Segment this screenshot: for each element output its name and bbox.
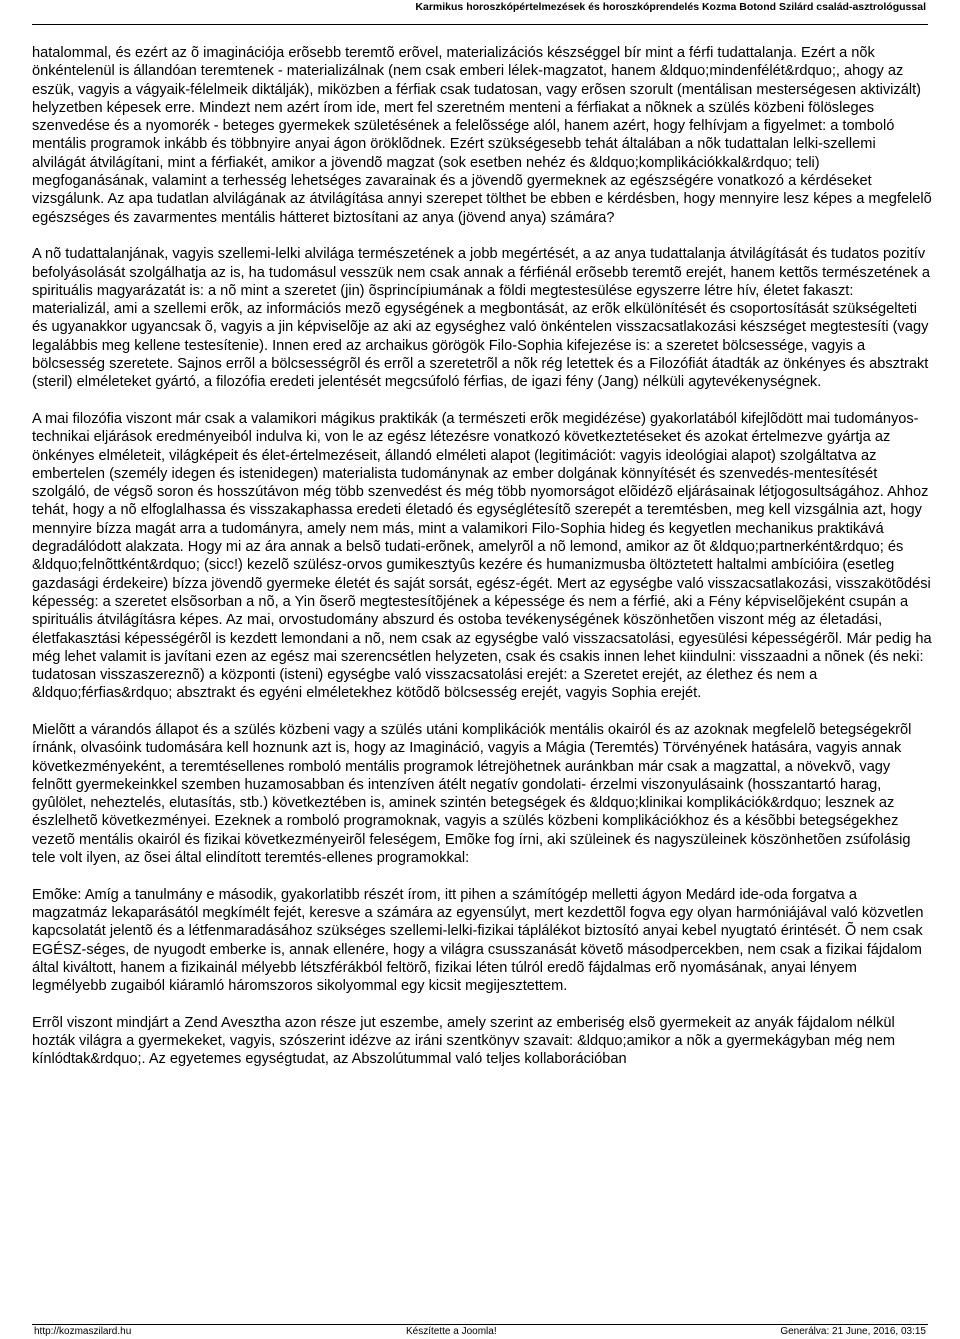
page-footer: [32, 1324, 928, 1339]
footer-generated-date: Generálva: 21 June, 2016, 03:15: [780, 1326, 926, 1337]
article-paragraph: A nõ tudattalanjának, vagyis szellemi-lelki alvilága természetének a jobb megértését, a az anya tudattalanja átvilágítását és tudatos pozitív befolyásolását szolgálhatja az is, ha tudomásul vesszük nem csak annak a férfiénál erõsebb teremtõ erejét, hanem kettõs természetének a spirituális magyarázatát is: a nõ mint a szeretet (jin) õsprincípiumának a földi megtestesülése egyszerre létre hív, életet fakaszt: materializál, ami a szellemi erõk, az információs mezõ egységének a megbontását, az erõk elkülönítését és csoportosítását szükségelteti és ugyanakkor ugyancsak õ, vagyis a jin képviselõje az aki az egységhez való önkéntelen visszacsatlakozási készséget megtestesíti (vagy legalábbis meg kellene testesítenie). Innen ered az archaikus görögök Filo-Sophia kifejezése is: a szeretet bölcsessége, vagyis a bölcsesség szeretete. Sajnos errõl a bölcsességrõl és errõl a szeretetrõl a nõk rég letettek és a Filozófiát átadták az önkényes és absztrakt (steril) elméleteket gyártó, a filozófia eredeti jelentését megcsúfoló férfias, de igazi fény (Jang) nélküli agytevékenységnek.: [32, 246, 931, 391]
site-title: Karmikus horoszkópértelmezések és horoszkóprendelés Kozma Botond Szilárd család-asztrológussal: [415, 1, 926, 13]
article-body: [32, 44, 932, 1087]
article-paragraph: Errõl viszont mindjárt a Zend Avesztha azon része jut eszembe, amely szerint az emberiség elsõ gyermekeit az anyák fájdalom nélkül hozták világra a gyermekeket, vagyis, szószerint idézve az iráni szentkönyv szavait: &ldquo;amikor a nõk a gyermekágyban még nem kínlódtak&rdquo;. Az egyetemes egységtudat, az Abszolútummal való teljes kollaborációban: [32, 1014, 896, 1068]
article-paragraph: hatalommal, és ezért az õ imaginációja erõsebb teremtõ erõvel, materializációs készséggel bír mint a férfi tudattalanja. Ezért a nõk önkéntelenül is állandóan teremtenek - materializálnak (nem csak emberi lélek-magzatot, hanem &ldquo;mindenfélét&rdquo;, ahogy az eszük, vagyis a vágyaik-félelmeik diktálják), miközben a férfiak csak tudatosan, vagy erõsen szorult (mentálisan mesterségesen aktivizált) helyzetben képesek erre. Mindezt nem azért írom ide, mert fel szeretném menteni a férfiakat a nõknek a szülés közbeni fölösleges szenvedése és a nyomorék - beteges gyermekek születésének a felelõssége alól, hanem azért, hogy felhívjam a figyelmet: a tomboló mentális programok inkább és többnyire anyai ágon öröklõdnek. Ezért szükségesebb tehát általában a nõk tudattalan lelki-szellemi alvilágát átvilágítani, mint a férfiakét, amikor a jövendõ magzat (sok esetben nehéz és &ldquo;komplikációkkal&rdquo; teli) megfoganásának, valamint a terhesség lehetséges zavarainak és a jövendõ gyermeknek az egészségére vonatkozó a kérdéseket vizsgálunk. Az apa tudatlan alvilágának az átvilágítása annyi szerepet tölthet be ebben e kérdésben, hogy mennyire lesz képes a megfelelõ egészséges és zavarmentes mentális hátteret biztosítani az anya (jövend anya) számára?: [32, 45, 932, 226]
footer-credit: Készítette a Joomla!: [406, 1326, 497, 1337]
footer-site-url[interactable]: http://kozmaszilard.hu: [34, 1326, 132, 1337]
article-paragraph: A mai filozófia viszont már csak a valamikori mágikus praktikák (a természeti erõk megidézése) gyakorlatából kifejlõdött mai tudományos-technikai eljárások eredményeiból indulva ki, von le az egész létezésre vonatkozó következtetéseket és azokat értelmezve gyártja az önkényes elméleteit, világképeit és élet-értelmezéseit, állandó elméleti alapot (legitimációt: vagyis ideológiai alapot) szolgáltatva az embertelen (személy idegen és istenidegen) materialista tudománynak az ember dolgának könnyítését és szenvedés-mentesítését szolgáló, de végsõ soron és hosszútávon még több szenvedést és még több nyomorságot elõidézõ eljárásainak létjogosultságához. Ahhoz tehát, hogy a nõ elfoglalhassa és visszakaphassa eredeti életadó és egységlétesítõ szerepét a teremtésben, meg kell vizsgálnia azt, hogy mennyire bízza magát arra a tudományra, amely nem más, mint a valamikori Filo-Sophia hideg és kegyetlen mechanikus praktikává degradálódott alakzata. Hogy mi az ára annak a belsõ tudati-erõnek, amelyrõl a nõ lemond, amikor az õt &ldquo;partnerként&rdquo; és &ldquo;felnõttként&rdquo; (sicc!) kezelõ szülész-orvos gumikesztyûs kezére és humanizmusba öltöztetett haltalmi ambícióira (esetleg gazdasági érdekeire) bízza jövendõ gyermeke életét és saját sorsát, egész-égét. Mert az egységbe való visszacsatlakozási, visszakötõdési képesség: a szeretet elsõsorban a nõ, a Yin õserõ megtestesítõjének a képessége és nem a férfié, aki a Fény képviselõjeként csupán a spirituális átvilágításra képes. Az mai, orvostudomány abszurd és ostoba tevékenységének köszönhetõen viszont még az életadási, életfakasztási képességérõl is kezdett lemondani a nõ, nem csak az egységbe való visszacsatolási, egyesülési képességérõl. Már pedig ha még lehet valamit is javítani ezen az egész mai szerencsétlen helyzeten, csak és csakis innen lehet kiindulni: visszaadni a nõnek (és neki: tudatosan visszaszereznõ) a központi (isteni) egységbe való visszacsatolási erejét: a Szeretet erejét, az élethez és nem a &ldquo;férfias&rdquo; absztrakt és egyéni elméletekhez kötõdõ bölcsesség erejét, vagyis Sophia erejét.: [32, 410, 932, 702]
article-paragraph: Mielõtt a várandós állapot és a szülés közbeni vagy a szülés utáni komplikációk mentális okairól és az azoknak megfelelõ betegségekrõl írnánk, olvasóink tudomására kell hoznunk azt is, hogy az Imagináció, vagyis a Mágia (Teremtés) Törvényének hatására, vagyis annak következményeként, a teremtésellenes romboló mentális programok létrejöhetnek auránkban már csak a magzattal, a növekvõ, vagy felnõtt gyermekeinkkel szemben huzamosabban és intenzíven átélt negatív gondolati- érzelmi viszonyulásaink (hosszantartó harag, gyûlölet, neheztelés, elutasítás, stb.) következtében is, aminek szintén betegségek és &ldquo;klinikai komplikációk&rdquo; lesznek az észlelhetõ következményei. Ezeknek a romboló programoknak, vagyis a szülés közbeni komplikációkhoz és a késõbbi betegségekhez vezetõ mentális okairól és fizikai következményeirõl feleségem, Emõke fog írni, aki szüleinek és nagyszüleinek köszönhetõen zsúfolásig tele volt ilyen, az õsei által elindított teremtés-ellenes programokkal:: [32, 721, 912, 867]
page-header: [32, 0, 928, 25]
article-paragraph: Emõke: Amíg a tanulmány e második, gyakorlatibb részét írom, itt pihen a számítógép melletti ágyon Medárd ide-oda forgatva a magzatmáz lekaparásától megkímélt fejét, keresve a számára az egyensúlyt, mert kezdettõl fogva egy olyan harmóniájával való közvetlen kapcsolatát jelentõ és a létfenmaradásához szükséges szellemi-lelki-fizikai táplálékot biztosító anyai kebel nyugtató érintését. Õ nem csak EGÉSZ-séges, de nyugodt emberke is, annak ellenére, hogy a világra csusszanását követõ másodpercekben, nem csak a fizikai fájdalom által kiváltott, hanem a fizikainál mélyebb létszférákból feltörõ, fizikai léten túlról eredõ fájdalmas erõ nyomásának, anyai lényem legmélyebb zugaiból kiáramló háromszoros sikolyommal egy kicsit megijesztettem.: [32, 886, 924, 995]
